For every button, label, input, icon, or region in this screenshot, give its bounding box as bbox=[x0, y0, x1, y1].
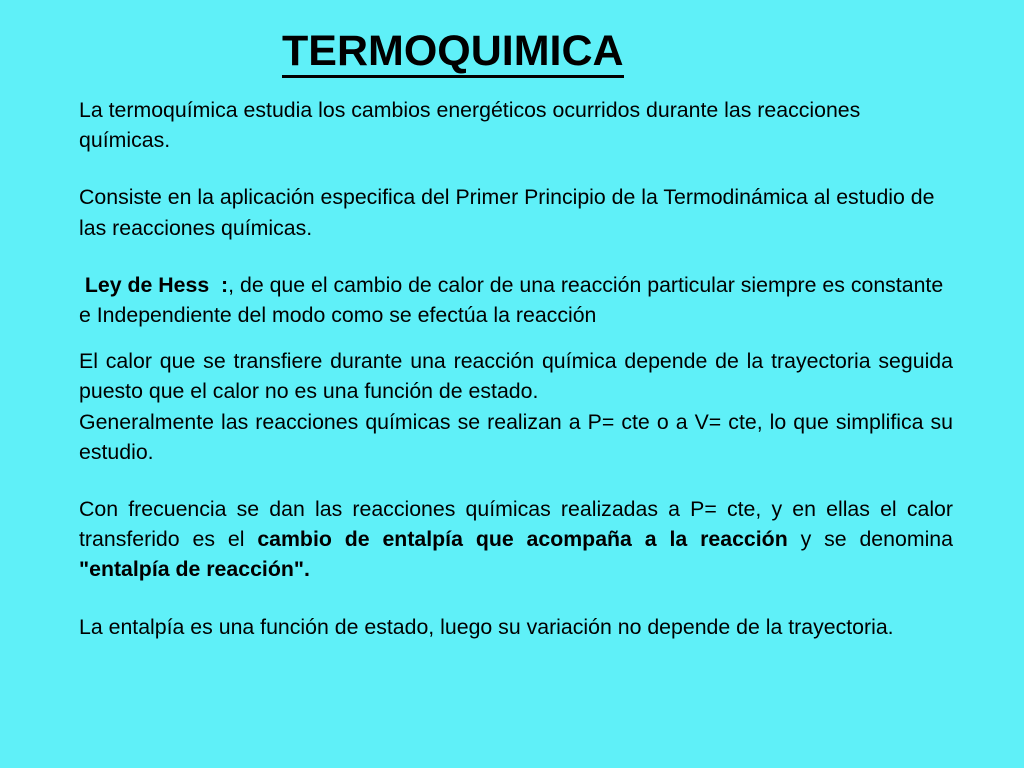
spacer bbox=[79, 155, 953, 182]
paragraph-state-function: La entalpía es una función de estado, luego su variación no depende de la trayectoria. bbox=[79, 614, 894, 639]
slide-body bbox=[79, 95, 953, 642]
paragraph-hess-law bbox=[79, 270, 953, 330]
spacer bbox=[79, 585, 953, 612]
paragraph-conditions: Generalmente las reacciones químicas se realizan a P= cte o a V= cte, lo que simplifica su estudio. bbox=[79, 409, 953, 464]
enthalpy-bold-b: "entalpía de reacción". bbox=[79, 557, 310, 582]
spacer bbox=[79, 467, 953, 494]
paragraph-enthalpy-change bbox=[79, 494, 953, 585]
hess-law-label: Ley de Hess : bbox=[79, 272, 229, 297]
paragraph-first-principle: Consiste en la aplicación especifica del Primer Principio de la Termodinámica al estudio de las reacciones químicas. bbox=[79, 185, 935, 240]
slide-title: TERMOQUIMICA bbox=[282, 28, 624, 78]
spacer bbox=[79, 243, 953, 270]
enthalpy-bold-a: cambio de entalpía que acompaña a la reacción bbox=[257, 527, 788, 552]
enthalpy-text-b: y se denomina bbox=[787, 527, 953, 552]
paragraph-heat-path: El calor que se transfiere durante una reacción química depende de la trayectoria seguida puesto que el calor no es una función de estado. bbox=[79, 349, 953, 404]
hess-law-text: , de que el cambio de calor de una reacción particular siempre es constante e Independiente del modo como se efectúa la reacción bbox=[79, 272, 944, 328]
spacer bbox=[79, 330, 953, 346]
enthalpy-text-a: Con frecuencia se dan las reacciones químicas realizadas a P= cte, y en ellas el calor transferido es el bbox=[79, 497, 953, 552]
paragraph-intro: La termoquímica estudia los cambios energéticos ocurridos durante las reacciones químicas. bbox=[79, 98, 861, 153]
